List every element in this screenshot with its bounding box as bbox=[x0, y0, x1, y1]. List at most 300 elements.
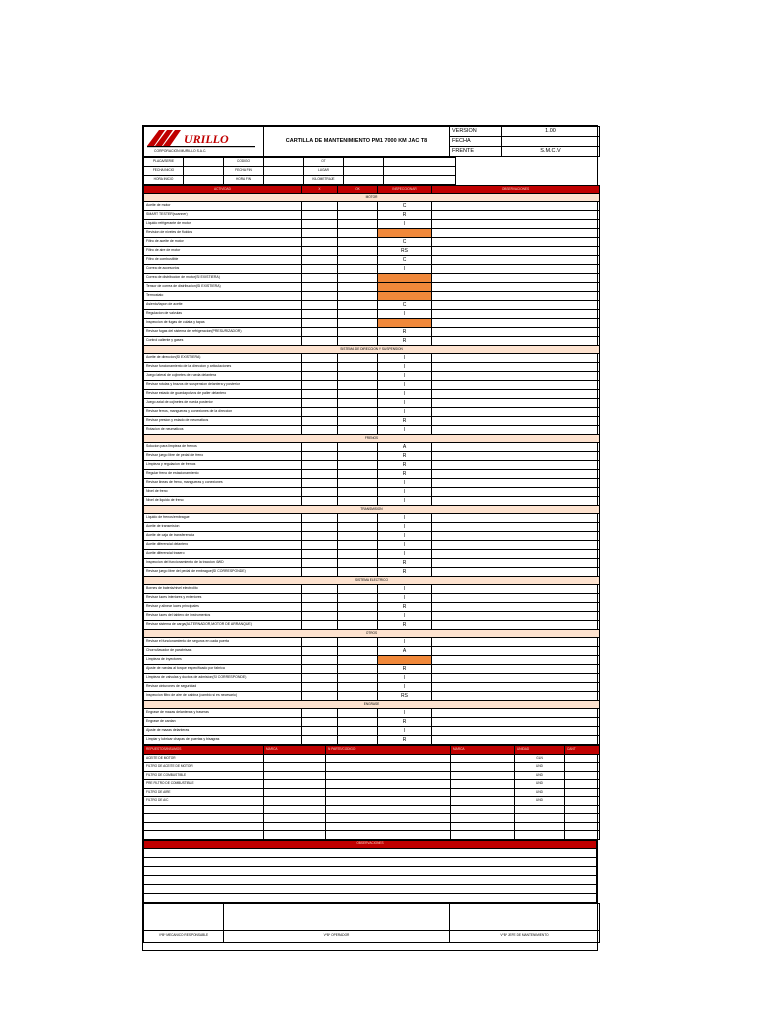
activity-observation[interactable] bbox=[432, 656, 600, 665]
activity-x-check[interactable] bbox=[302, 417, 338, 426]
activity-ok-check[interactable] bbox=[338, 292, 378, 301]
activity-row bbox=[144, 665, 600, 674]
info-value[interactable] bbox=[184, 176, 224, 185]
activity-x-check[interactable] bbox=[302, 211, 338, 220]
activity-code: A bbox=[378, 647, 432, 656]
observation-line[interactable] bbox=[144, 884, 597, 893]
activity-observation[interactable] bbox=[432, 514, 600, 523]
version-value[interactable]: 1.00 bbox=[502, 127, 600, 137]
info-value[interactable] bbox=[264, 176, 304, 185]
activity-label: Aceite diferencial delantero bbox=[144, 541, 302, 550]
activity-observation[interactable] bbox=[432, 310, 600, 319]
activity-label: Inspeccion del funcionamiento de la traccion 4WD bbox=[144, 559, 302, 568]
activity-observation[interactable] bbox=[432, 612, 600, 621]
activity-ok-check[interactable] bbox=[338, 488, 378, 497]
activity-observation[interactable] bbox=[432, 692, 600, 701]
parts-cell[interactable] bbox=[326, 763, 451, 772]
activity-observation[interactable] bbox=[432, 381, 600, 390]
activity-x-check[interactable] bbox=[302, 328, 338, 337]
activity-observation[interactable] bbox=[432, 665, 600, 674]
activity-row bbox=[144, 674, 600, 683]
activity-observation[interactable] bbox=[432, 647, 600, 656]
activity-x-check[interactable] bbox=[302, 265, 338, 274]
activity-row bbox=[144, 541, 600, 550]
activity-ok-check[interactable] bbox=[338, 603, 378, 612]
info-value[interactable] bbox=[184, 158, 224, 167]
activity-observation[interactable] bbox=[432, 301, 600, 310]
activity-x-check[interactable] bbox=[302, 603, 338, 612]
activity-ok-check[interactable] bbox=[338, 337, 378, 346]
activity-x-check[interactable] bbox=[302, 381, 338, 390]
activity-code: I bbox=[378, 399, 432, 408]
activity-x-check[interactable] bbox=[302, 532, 338, 541]
activity-x-check[interactable] bbox=[302, 638, 338, 647]
activity-label: Tensor de correa de distribucion(SI EXISTIERA) bbox=[144, 283, 302, 292]
activity-label: Liquido refrigerante de motor bbox=[144, 220, 302, 229]
activity-code: R bbox=[378, 211, 432, 220]
parts-cell bbox=[144, 814, 264, 823]
parts-cell[interactable] bbox=[264, 831, 326, 840]
activity-observation[interactable] bbox=[432, 479, 600, 488]
activity-x-check[interactable] bbox=[302, 568, 338, 577]
activity-label: Limpiar y lubricar chapas de puertas y bisagras bbox=[144, 736, 302, 745]
activity-ok-check[interactable] bbox=[338, 301, 378, 310]
section-title: TRANSMISION bbox=[144, 506, 600, 514]
activity-observation[interactable] bbox=[432, 238, 600, 247]
signature-box-mechanic[interactable] bbox=[144, 903, 224, 930]
parts-cell[interactable] bbox=[451, 780, 515, 789]
activity-ok-check[interactable] bbox=[338, 256, 378, 265]
parts-cell[interactable] bbox=[451, 805, 515, 814]
activity-ok-check[interactable] bbox=[338, 638, 378, 647]
signatures-table bbox=[143, 903, 600, 943]
parts-cell[interactable] bbox=[451, 797, 515, 806]
activity-ok-check[interactable] bbox=[338, 718, 378, 727]
section-title: FRENOS bbox=[144, 435, 600, 443]
parts-cell[interactable] bbox=[264, 814, 326, 823]
activity-x-check[interactable] bbox=[302, 709, 338, 718]
activity-x-check[interactable] bbox=[302, 523, 338, 532]
activity-code: I bbox=[378, 265, 432, 274]
info-value-extra[interactable] bbox=[384, 158, 456, 167]
activity-observation[interactable] bbox=[432, 674, 600, 683]
activity-ok-check[interactable] bbox=[338, 274, 378, 283]
activity-ok-check[interactable] bbox=[338, 211, 378, 220]
activity-label: Revisar cinturones de seguridad bbox=[144, 683, 302, 692]
activity-observation[interactable] bbox=[432, 541, 600, 550]
activity-observation[interactable] bbox=[432, 372, 600, 381]
parts-cell[interactable] bbox=[565, 822, 600, 831]
parts-cell[interactable] bbox=[264, 805, 326, 814]
activity-label: Limpieza de inyectores bbox=[144, 656, 302, 665]
activity-ok-check[interactable] bbox=[338, 674, 378, 683]
activity-observation[interactable] bbox=[432, 443, 600, 452]
info-value[interactable] bbox=[344, 167, 384, 176]
activity-observation[interactable] bbox=[432, 621, 600, 630]
info-label: HORA FIN bbox=[224, 176, 264, 185]
parts-cell: FILTRO DE COMBUSTIBLE bbox=[144, 771, 264, 780]
activity-observation[interactable] bbox=[432, 594, 600, 603]
activity-label: Revisar juego libre de pedal de freno bbox=[144, 452, 302, 461]
activity-ok-check[interactable] bbox=[338, 523, 378, 532]
observation-line[interactable] bbox=[144, 848, 597, 857]
parts-cell[interactable] bbox=[326, 788, 451, 797]
parts-cell[interactable] bbox=[326, 797, 451, 806]
activity-ok-check[interactable] bbox=[338, 612, 378, 621]
info-value[interactable] bbox=[344, 158, 384, 167]
activity-observation[interactable] bbox=[432, 283, 600, 292]
activity-ok-check[interactable] bbox=[338, 399, 378, 408]
activity-row bbox=[144, 718, 600, 727]
activity-ok-check[interactable] bbox=[338, 709, 378, 718]
activity-ok-check[interactable] bbox=[338, 692, 378, 701]
activity-ok-check[interactable] bbox=[338, 665, 378, 674]
info-value[interactable] bbox=[184, 167, 224, 176]
activity-ok-check[interactable] bbox=[338, 426, 378, 435]
activity-ok-check[interactable] bbox=[338, 220, 378, 229]
activity-observation[interactable] bbox=[432, 736, 600, 745]
parts-cell[interactable] bbox=[264, 797, 326, 806]
parts-cell[interactable] bbox=[264, 780, 326, 789]
frente-value[interactable]: S.M.C.V bbox=[502, 147, 600, 157]
parts-cell[interactable] bbox=[326, 831, 451, 840]
info-value[interactable] bbox=[344, 176, 384, 185]
parts-cell[interactable] bbox=[565, 763, 600, 772]
activity-x-check[interactable] bbox=[302, 247, 338, 256]
activity-x-check[interactable] bbox=[302, 319, 338, 328]
parts-cell: UND bbox=[515, 763, 565, 772]
activity-x-check[interactable] bbox=[302, 718, 338, 727]
activity-x-check[interactable] bbox=[302, 479, 338, 488]
activity-x-check[interactable] bbox=[302, 559, 338, 568]
parts-cell[interactable] bbox=[326, 814, 451, 823]
observation-line[interactable] bbox=[144, 875, 597, 884]
parts-cell[interactable] bbox=[264, 763, 326, 772]
parts-cell[interactable] bbox=[326, 780, 451, 789]
activity-observation[interactable] bbox=[432, 718, 600, 727]
activity-observation[interactable] bbox=[432, 550, 600, 559]
activity-label: Regular freno de estacionamiento bbox=[144, 470, 302, 479]
activity-x-check[interactable] bbox=[302, 274, 338, 283]
activity-ok-check[interactable] bbox=[338, 541, 378, 550]
parts-cell: FILTRO DE A/C bbox=[144, 797, 264, 806]
activity-observation[interactable] bbox=[432, 229, 600, 238]
activity-observation[interactable] bbox=[432, 247, 600, 256]
activity-observation[interactable] bbox=[432, 274, 600, 283]
activity-x-check[interactable] bbox=[302, 354, 338, 363]
activity-label: Nivel de freno bbox=[144, 488, 302, 497]
col-observations: OBSERVACIONES bbox=[432, 186, 600, 194]
activity-code: I bbox=[378, 372, 432, 381]
activity-observation[interactable] bbox=[432, 265, 600, 274]
activity-label: Revisar sistema de carga(ALTERNADOR,MOTOR DE ARRANQUE) bbox=[144, 621, 302, 630]
observation-line[interactable] bbox=[144, 866, 597, 875]
activity-ok-check[interactable] bbox=[338, 319, 378, 328]
activity-x-check[interactable] bbox=[302, 692, 338, 701]
activity-observation[interactable] bbox=[432, 568, 600, 577]
activity-observation[interactable] bbox=[432, 417, 600, 426]
parts-cell[interactable] bbox=[565, 831, 600, 840]
activity-observation[interactable] bbox=[432, 319, 600, 328]
parts-cell[interactable] bbox=[565, 780, 600, 789]
activity-ok-check[interactable] bbox=[338, 443, 378, 452]
activity-x-check[interactable] bbox=[302, 372, 338, 381]
parts-cell[interactable] bbox=[264, 822, 326, 831]
activity-observation[interactable] bbox=[432, 461, 600, 470]
activity-ok-check[interactable] bbox=[338, 621, 378, 630]
activity-observation[interactable] bbox=[432, 211, 600, 220]
activity-ok-check[interactable] bbox=[338, 452, 378, 461]
activity-ok-check[interactable] bbox=[338, 310, 378, 319]
parts-cell[interactable] bbox=[326, 771, 451, 780]
parts-cell[interactable] bbox=[451, 763, 515, 772]
parts-cell[interactable] bbox=[565, 754, 600, 763]
activity-ok-check[interactable] bbox=[338, 363, 378, 372]
activity-code: C bbox=[378, 202, 432, 211]
parts-cell[interactable] bbox=[565, 788, 600, 797]
info-value[interactable] bbox=[264, 158, 304, 167]
activity-label: Filtro de aire de motor bbox=[144, 247, 302, 256]
activity-label: Aceite de caja de transferencia bbox=[144, 532, 302, 541]
activity-x-check[interactable] bbox=[302, 514, 338, 523]
activity-code: I bbox=[378, 390, 432, 399]
activity-x-check[interactable] bbox=[302, 656, 338, 665]
activity-x-check[interactable] bbox=[302, 461, 338, 470]
activity-code: R bbox=[378, 452, 432, 461]
activity-observation[interactable] bbox=[432, 497, 600, 506]
activity-x-check[interactable] bbox=[302, 594, 338, 603]
activity-ok-check[interactable] bbox=[338, 381, 378, 390]
parts-cell[interactable] bbox=[451, 754, 515, 763]
activity-x-check[interactable] bbox=[302, 301, 338, 310]
activity-observation[interactable] bbox=[432, 727, 600, 736]
activity-observation[interactable] bbox=[432, 532, 600, 541]
parts-cell[interactable] bbox=[326, 754, 451, 763]
fecha-value[interactable] bbox=[502, 137, 600, 147]
activity-observation[interactable] bbox=[432, 220, 600, 229]
info-value[interactable] bbox=[264, 167, 304, 176]
activity-observation[interactable] bbox=[432, 363, 600, 372]
activity-observation[interactable] bbox=[432, 256, 600, 265]
activity-ok-check[interactable] bbox=[338, 202, 378, 211]
parts-cell bbox=[144, 805, 264, 814]
parts-cell[interactable] bbox=[451, 771, 515, 780]
activity-observation[interactable] bbox=[432, 585, 600, 594]
activity-observation[interactable] bbox=[432, 470, 600, 479]
parts-cell: UND bbox=[515, 771, 565, 780]
activity-x-check[interactable] bbox=[302, 408, 338, 417]
activity-ok-check[interactable] bbox=[338, 470, 378, 479]
parts-cell[interactable] bbox=[451, 788, 515, 797]
activity-ok-check[interactable] bbox=[338, 461, 378, 470]
activity-x-check[interactable] bbox=[302, 202, 338, 211]
activity-ok-check[interactable] bbox=[338, 532, 378, 541]
activity-label: Engrase de cardan bbox=[144, 718, 302, 727]
activity-label: Revisar presion y estado de neumaticos bbox=[144, 417, 302, 426]
activity-row bbox=[144, 727, 600, 736]
activity-label: Revisar y alinear luces principales bbox=[144, 603, 302, 612]
activity-x-check[interactable] bbox=[302, 220, 338, 229]
activity-observation[interactable] bbox=[432, 603, 600, 612]
activity-x-check[interactable] bbox=[302, 470, 338, 479]
activity-ok-check[interactable] bbox=[338, 497, 378, 506]
parts-cell[interactable] bbox=[264, 788, 326, 797]
activity-x-check[interactable] bbox=[302, 283, 338, 292]
activity-row bbox=[144, 736, 600, 745]
activity-x-check[interactable] bbox=[302, 292, 338, 301]
activity-observation[interactable] bbox=[432, 292, 600, 301]
activity-observation[interactable] bbox=[432, 399, 600, 408]
activity-row bbox=[144, 256, 600, 265]
activity-ok-check[interactable] bbox=[338, 390, 378, 399]
parts-cell[interactable] bbox=[326, 805, 451, 814]
activity-ok-check[interactable] bbox=[338, 585, 378, 594]
activity-x-check[interactable] bbox=[302, 541, 338, 550]
activity-x-check[interactable] bbox=[302, 647, 338, 656]
activity-ok-check[interactable] bbox=[338, 550, 378, 559]
activity-x-check[interactable] bbox=[302, 674, 338, 683]
activity-observation[interactable] bbox=[432, 559, 600, 568]
activity-ok-check[interactable] bbox=[338, 568, 378, 577]
signature-box-operator[interactable] bbox=[224, 903, 450, 930]
activity-x-check[interactable] bbox=[302, 665, 338, 674]
activity-ok-check[interactable] bbox=[338, 417, 378, 426]
activity-row bbox=[144, 354, 600, 363]
activity-ok-check[interactable] bbox=[338, 408, 378, 417]
logo-text: URILLO bbox=[184, 132, 229, 147]
activity-code: RS bbox=[378, 247, 432, 256]
activity-row bbox=[144, 594, 600, 603]
activity-ok-check[interactable] bbox=[338, 594, 378, 603]
activity-code: I bbox=[378, 541, 432, 550]
parts-cell[interactable] bbox=[451, 814, 515, 823]
activity-ok-check[interactable] bbox=[338, 229, 378, 238]
parts-cell[interactable] bbox=[326, 822, 451, 831]
activity-x-check[interactable] bbox=[302, 497, 338, 506]
activity-ok-check[interactable] bbox=[338, 283, 378, 292]
activity-code: R bbox=[378, 470, 432, 479]
activity-x-check[interactable] bbox=[302, 256, 338, 265]
activity-observation[interactable] bbox=[432, 452, 600, 461]
activity-label: Revisar luces del tablero de instrumentos bbox=[144, 612, 302, 621]
activity-x-check[interactable] bbox=[302, 399, 338, 408]
activity-ok-check[interactable] bbox=[338, 354, 378, 363]
parts-cell[interactable] bbox=[565, 814, 600, 823]
signature-box-chief[interactable] bbox=[450, 903, 600, 930]
info-value-extra[interactable] bbox=[384, 176, 456, 185]
activity-x-check[interactable] bbox=[302, 310, 338, 319]
activity-ok-check[interactable] bbox=[338, 656, 378, 665]
activity-ok-check[interactable] bbox=[338, 736, 378, 745]
parts-column-header: N PARTE/CODIGO bbox=[326, 746, 451, 755]
activity-label: Aceite de motor bbox=[144, 202, 302, 211]
activity-observation[interactable] bbox=[432, 337, 600, 346]
activity-ok-check[interactable] bbox=[338, 514, 378, 523]
activity-code: I bbox=[378, 363, 432, 372]
activity-ok-check[interactable] bbox=[338, 372, 378, 381]
activity-observation[interactable] bbox=[432, 523, 600, 532]
activity-x-check[interactable] bbox=[302, 727, 338, 736]
activity-observation[interactable] bbox=[432, 354, 600, 363]
activity-row bbox=[144, 265, 600, 274]
parts-cell[interactable] bbox=[451, 831, 515, 840]
activity-observation[interactable] bbox=[432, 408, 600, 417]
activity-ok-check[interactable] bbox=[338, 328, 378, 337]
activity-row bbox=[144, 470, 600, 479]
activity-observation[interactable] bbox=[432, 488, 600, 497]
activity-observation[interactable] bbox=[432, 202, 600, 211]
activity-ok-check[interactable] bbox=[338, 265, 378, 274]
activity-x-check[interactable] bbox=[302, 550, 338, 559]
activity-x-check[interactable] bbox=[302, 621, 338, 630]
activity-x-check[interactable] bbox=[302, 452, 338, 461]
parts-table bbox=[143, 745, 600, 840]
parts-cell[interactable] bbox=[565, 797, 600, 806]
activity-row bbox=[144, 683, 600, 692]
activity-code: A bbox=[378, 443, 432, 452]
parts-cell[interactable] bbox=[264, 754, 326, 763]
activity-observation[interactable] bbox=[432, 390, 600, 399]
parts-row bbox=[144, 780, 600, 789]
parts-cell[interactable] bbox=[264, 771, 326, 780]
activity-label: Engrase de mazas delanteras y traseras bbox=[144, 709, 302, 718]
activity-label: Juego lateral de cojinetes de rueda delantera bbox=[144, 372, 302, 381]
activity-row bbox=[144, 603, 600, 612]
observation-line[interactable] bbox=[144, 857, 597, 866]
activity-x-check[interactable] bbox=[302, 612, 338, 621]
parts-cell[interactable] bbox=[451, 822, 515, 831]
activity-code: I bbox=[378, 381, 432, 390]
activity-label: Revisar rotulas y brazos de suspension delantera y posterior bbox=[144, 381, 302, 390]
parts-cell[interactable] bbox=[565, 771, 600, 780]
activity-observation[interactable] bbox=[432, 426, 600, 435]
activity-ok-check[interactable] bbox=[338, 727, 378, 736]
activity-x-check[interactable] bbox=[302, 337, 338, 346]
activity-ok-check[interactable] bbox=[338, 683, 378, 692]
activity-ok-check[interactable] bbox=[338, 247, 378, 256]
activity-x-check[interactable] bbox=[302, 238, 338, 247]
activity-code: I bbox=[378, 426, 432, 435]
parts-row bbox=[144, 754, 600, 763]
activity-row bbox=[144, 656, 600, 665]
activity-x-check[interactable] bbox=[302, 363, 338, 372]
activity-x-check[interactable] bbox=[302, 229, 338, 238]
activity-observation[interactable] bbox=[432, 638, 600, 647]
activity-x-check[interactable] bbox=[302, 488, 338, 497]
activity-x-check[interactable] bbox=[302, 585, 338, 594]
activity-label: Limpieza y regulacion de frenos bbox=[144, 461, 302, 470]
activity-observation[interactable] bbox=[432, 328, 600, 337]
activity-row bbox=[144, 274, 600, 283]
info-value-extra[interactable] bbox=[384, 167, 456, 176]
activity-x-check[interactable] bbox=[302, 390, 338, 399]
activity-observation[interactable] bbox=[432, 683, 600, 692]
observation-line[interactable] bbox=[144, 893, 597, 902]
activity-ok-check[interactable] bbox=[338, 559, 378, 568]
activity-x-check[interactable] bbox=[302, 426, 338, 435]
activity-observation[interactable] bbox=[432, 709, 600, 718]
activity-x-check[interactable] bbox=[302, 736, 338, 745]
activity-ok-check[interactable] bbox=[338, 238, 378, 247]
activity-label: Filtro de combustible bbox=[144, 256, 302, 265]
activity-ok-check[interactable] bbox=[338, 479, 378, 488]
activity-code: R bbox=[378, 568, 432, 577]
activity-x-check[interactable] bbox=[302, 443, 338, 452]
activity-ok-check[interactable] bbox=[338, 647, 378, 656]
parts-column-header: REPUESTOS/INSUMOS bbox=[144, 746, 264, 755]
parts-cell[interactable] bbox=[565, 805, 600, 814]
activity-x-check[interactable] bbox=[302, 683, 338, 692]
